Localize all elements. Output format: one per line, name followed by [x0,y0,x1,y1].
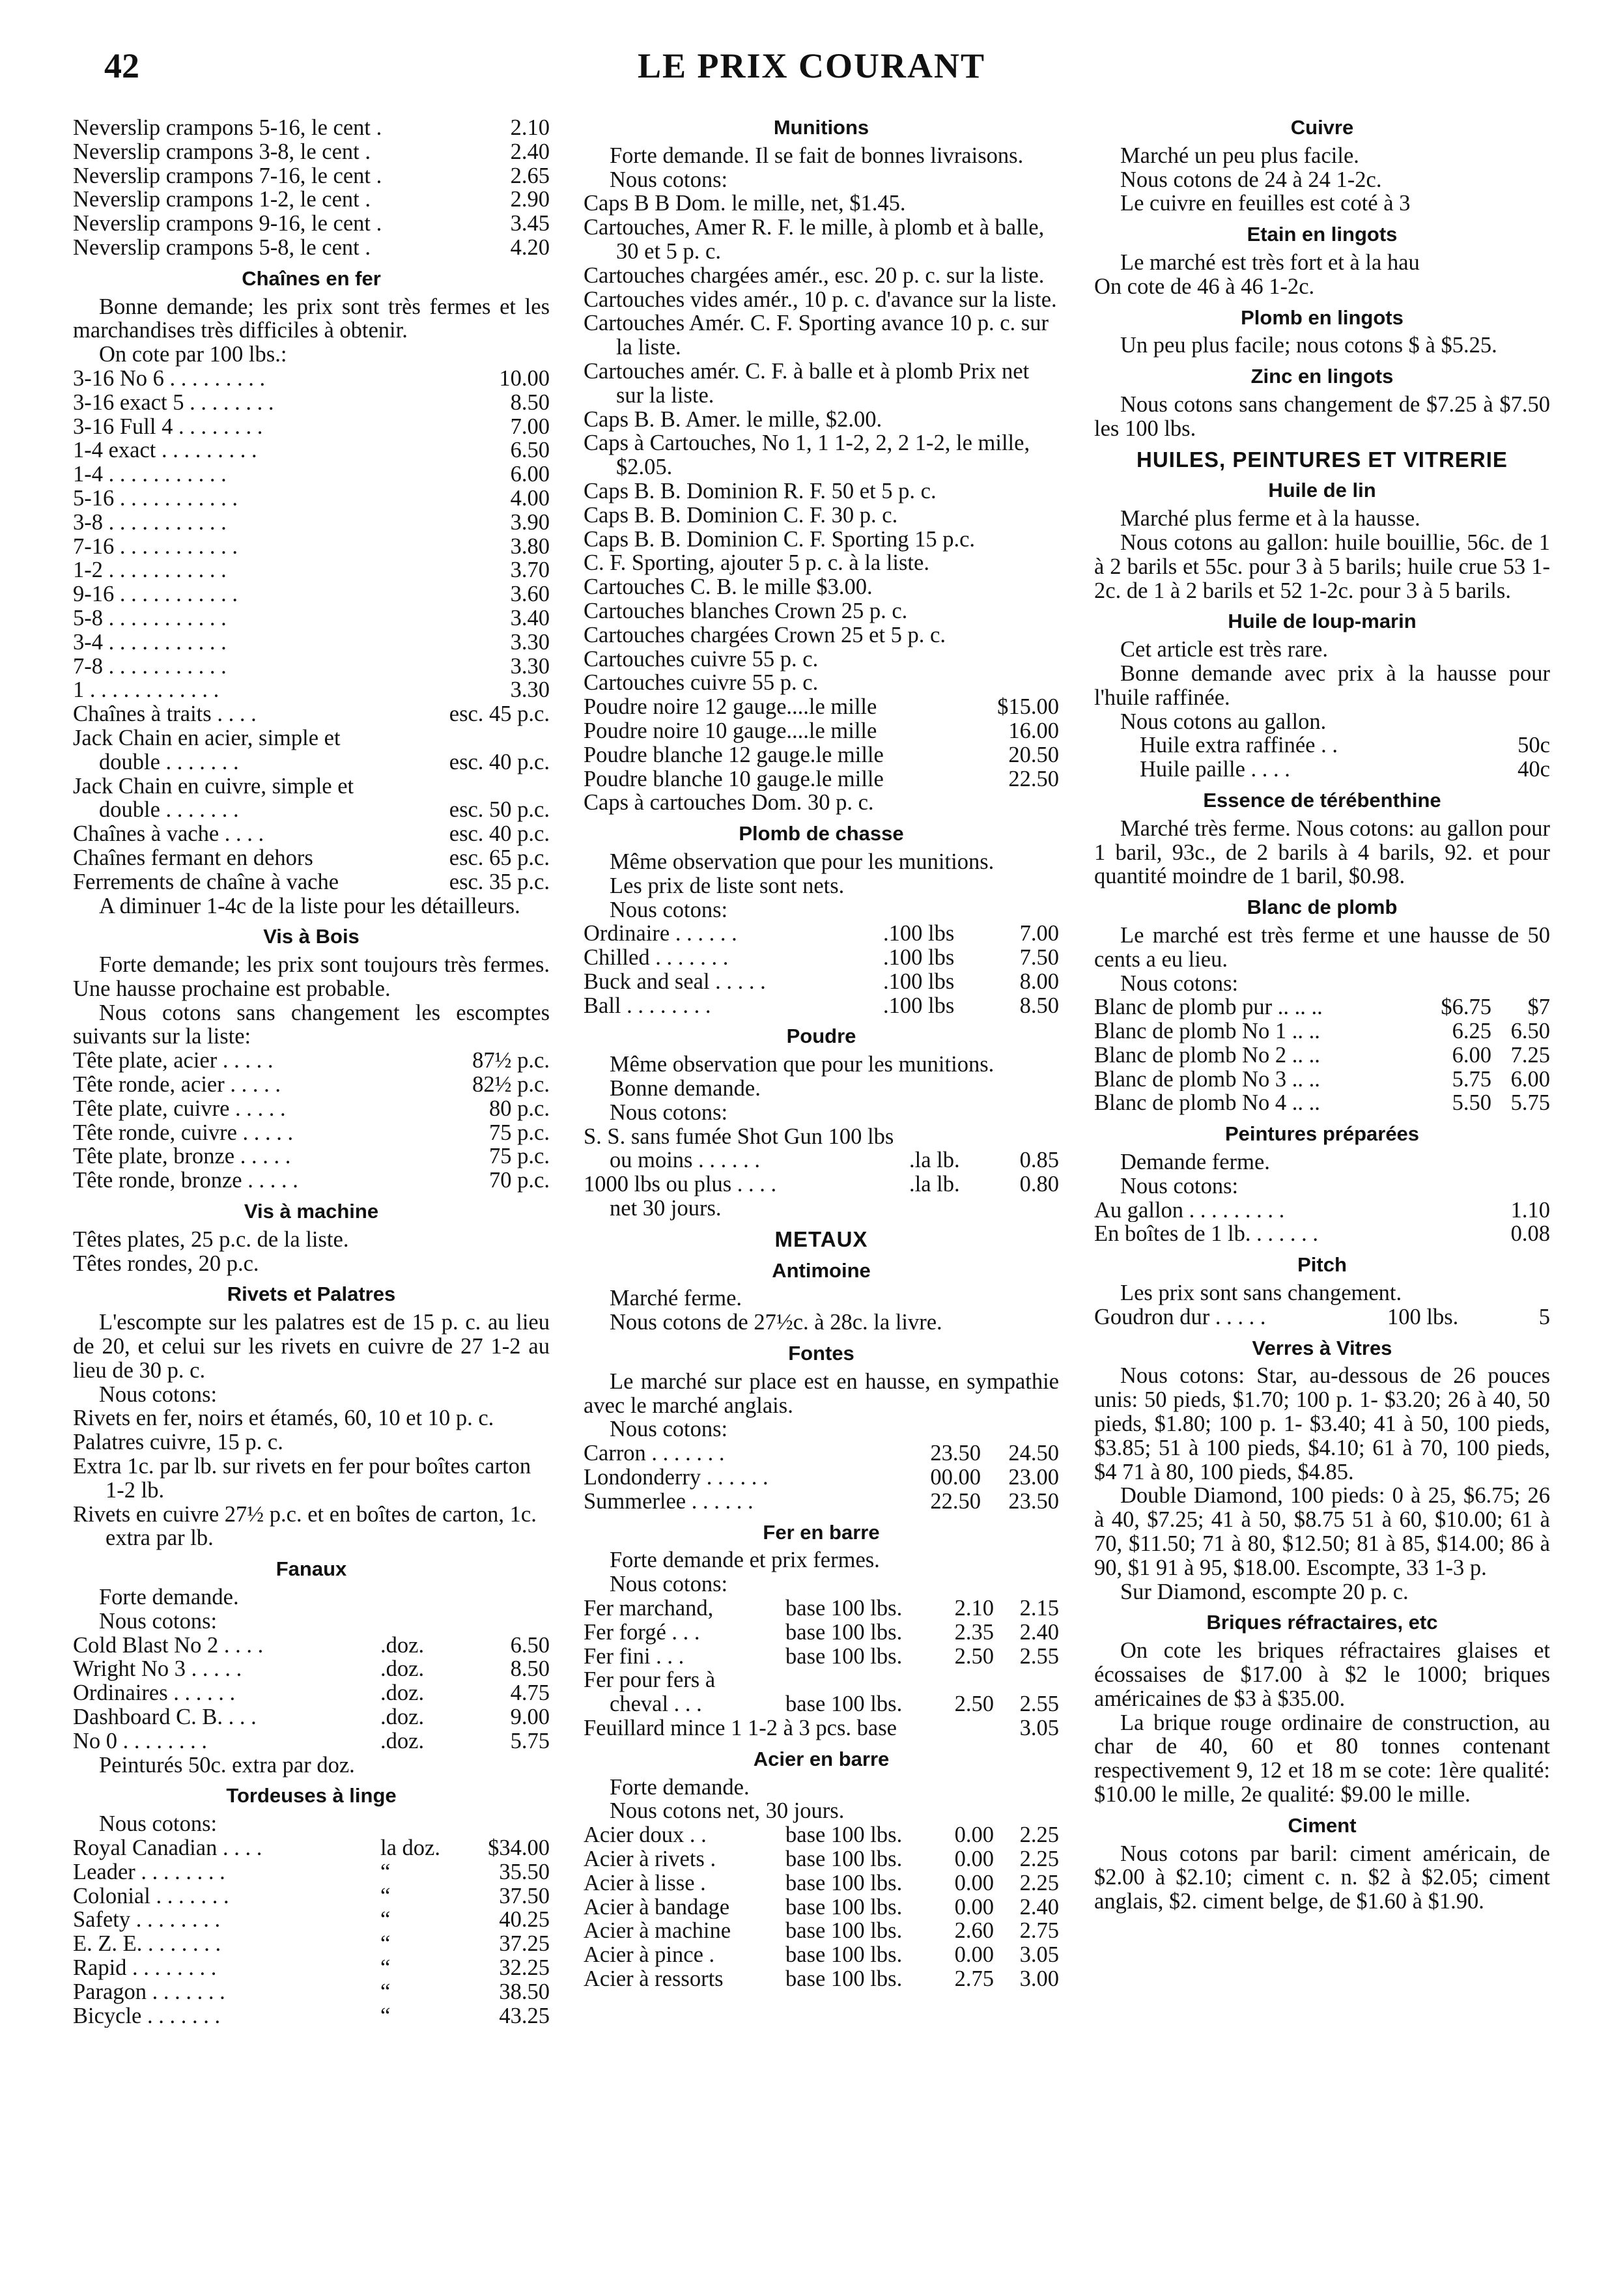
section-heading: Acier en barre [753,1747,890,1770]
price-row: 5-16 . . . . . . . . . . . 4.00 [73,485,550,511]
price-row: Chaînes à vache . . . . esc. 40 p.c. [73,821,550,847]
price-row: Chaînes à traits . . . . esc. 45 p.c. [73,702,550,727]
price-row: Chaînes fermant en dehors esc. 65 p.c. [73,845,550,870]
price-row: Chilled . . . . . . . .100 lbs 7.50 [584,945,1059,971]
paragraph: Bonne demande avec prix à la hausse pour l'huile raffinée. [1094,660,1550,710]
paragraph: A diminuer 1-4c de la liste pour les détailleurs. [99,893,520,918]
price-row: 1000 lbs ou plus . . . . .la lb. 0.80 [584,1172,1059,1197]
price-row: Tête plate, acier . . . . . 87½ p.c. [73,1048,550,1073]
text-line: Bonne demande. [610,1076,761,1101]
price-row: double . . . . . . . esc. 50 p.c. [99,797,550,823]
price-row: Poudre blanche 12 gauge.le mille 20.50 [584,742,1059,767]
price-row: Blanc de plomb No 3 .. .. 5.75 6.00 [1094,1066,1550,1092]
price-row: Blanc de plomb No 4 .. .. 5.50 5.75 [1094,1090,1550,1116]
list-item: Extra 1c. par lb. sur rivets en fer pour boîtes carton 1-2 lb. [73,1454,531,1503]
paragraph: Nous cotons sans changement les escomptes suivants sur la liste: [73,1000,550,1049]
text-line: Nous cotons: [1120,1173,1239,1198]
text-line: Marché plus ferme et à la hausse. [1120,506,1420,531]
price-row: Paragon . . . . . . . “ 38.50 [73,1979,550,2004]
price-row: Tête ronde, bronze . . . . . 70 p.c. [73,1168,550,1193]
list-item: Cartouches amér. C. F. à balle et à plomb Prix net sur la liste. [584,358,1030,408]
section-heading: Huile de loup-marin [1228,610,1417,633]
price-row: E. Z. E. . . . . . . . “ 37.25 [73,1931,550,1957]
text-line: S. S. sans fumée Shot Gun 100 lbs [584,1124,894,1149]
section-heading: Pitch [1297,1253,1347,1277]
price-row: Ordinaire . . . . . . .100 lbs 7.00 [584,921,1059,946]
section-heading: Fer en barre [763,1520,880,1544]
price-row: 3-16 exact 5 . . . . . . . . 8.50 [73,390,550,415]
section-heading: Peintures préparées [1224,1122,1420,1146]
price-row: Blanc de plomb No 2 .. .. 6.00 7.25 [1094,1042,1550,1068]
section-heading: Vis à machine [244,1200,379,1223]
text-line: Têtes rondes, 20 p.c. [73,1251,259,1276]
section-heading: Munitions [773,116,869,139]
section-heading: Etain en lingots [1247,223,1398,246]
price-row: Rapid . . . . . . . . “ 32.25 [73,1955,550,1980]
paragraph: Le marché est très ferme et une hausse de 50 cents a eu lieu. [1094,922,1550,972]
text-line: Nous cotons: [610,167,728,192]
price-row: Neverslip crampons 7-16, le cent . 2.65 [73,163,550,188]
list-item: Caps à Cartouches, No 1, 1 1-2, 2, 2 1-2, le mille, $2.05. [584,431,1030,480]
text-line: Nous cotons: [610,1099,728,1125]
price-row: 1-4 . . . . . . . . . . . 6.00 [73,462,550,487]
price-row: Fer marchand, base 100 lbs. 2.10 2.15 [584,1596,1059,1621]
price-row: Cold Blast No 2 . . . . .doz. 6.50 [73,1632,550,1658]
price-row: Summerlee . . . . . . 22.50 23.50 [584,1488,1059,1514]
text-line: Nous cotons: [1120,971,1239,996]
price-row: No 0 . . . . . . . . .doz. 5.75 [73,1728,550,1753]
price-row: Wright No 3 . . . . . .doz. 8.50 [73,1656,550,1682]
list-item: Caps B B Dom. le mille, net, $1.45. [584,191,906,216]
section-heading: Huile de lin [1268,479,1376,502]
text-line: Cet article est très rare. [1120,637,1328,662]
price-row: Acier à pince . base 100 lbs. 0.00 3.05 [584,1942,1059,1968]
price-row: Huile extra raffinée . . 50c [1140,733,1550,758]
price-row: Royal Canadian . . . . la doz. $34.00 [73,1835,550,1860]
price-row: Ordinaires . . . . . . .doz. 4.75 [73,1680,550,1706]
price-row: 3-4 . . . . . . . . . . . 3.30 [73,629,550,655]
column-2 [584,116,1059,1991]
list-item: Caps B. B. Dominion R. F. 50 et 5 p. c. [584,478,937,503]
text-line: Forte demande et prix fermes. [610,1548,880,1573]
price-row: 9-16 . . . . . . . . . . . 3.60 [73,582,550,607]
list-item: Cartouches cuivre 55 p. c. [584,670,819,696]
list-item: Cartouches chargées amér., esc. 20 p. c. sur la liste. [584,262,1045,288]
paragraph: Forte demande. Il se fait de bonnes livraisons. [610,143,1024,168]
price-row: Bicycle . . . . . . . “ 43.25 [73,2003,550,2028]
section-heading: Chaînes en fer [242,266,381,290]
price-row: Neverslip crampons 5-16, le cent . 2.10 [73,115,550,140]
text-line: Nous cotons de 24 à 24 1-2c. [1120,167,1382,192]
price-row: Ferrements de chaîne à vache esc. 35 p.c. [73,869,550,894]
section-heading: Poudre [786,1025,856,1048]
text-line: Caps à cartouches Dom. 30 p. c. [584,790,874,815]
paragraph: Nous cotons sans changement de $7.25 à $7.50 les 100 lbs. [1094,391,1550,441]
paragraph: Bonne demande; les prix sont très fermes et les marchandises très difficiles à obtenir. [73,294,550,343]
text-line: Marché ferme. [610,1286,742,1311]
price-row: Neverslip crampons 5-8, le cent . 4.20 [73,234,550,260]
paragraph: Même observation que pour les munitions. [610,1052,995,1077]
section-heading: Blanc de plomb [1247,896,1398,919]
price-row: Tête ronde, cuivre . . . . . 75 p.c. [73,1120,550,1145]
price-row: Neverslip crampons 3-8, le cent . 2.40 [73,139,550,164]
text-line: On cote de 46 à 46 1-2c. [1094,274,1315,299]
column-1 [73,116,550,2028]
list-item: Cartouches chargées Crown 25 et 5 p. c. [584,622,946,647]
price-row: Blanc de plomb pur .. .. .. $6.75 $7 [1094,995,1550,1020]
list-item: Cartouches C. B. le mille $3.00. [584,574,873,600]
paragraph: Un peu plus facile; nous cotons $ à $5.25. [1120,333,1497,358]
price-row: Colonial . . . . . . . “ 37.50 [73,1883,550,1908]
page-title: LE PRIX COURANT [637,46,986,85]
text-line: Nous cotons: [99,1811,218,1837]
section-heading: Ciment [1288,1813,1357,1837]
price-row: Goudron dur . . . . . 100 lbs. 5 [1094,1304,1550,1329]
paragraph: Même observation que pour les munitions. [610,849,995,874]
list-item: Cartouches blanches Crown 25 p. c. [584,598,908,623]
paragraph: La brique rouge ordinaire de construction, au char de 40, 60 et 80 tonnes contenant respectivement 9, 12 et 18 m se cote: 1ère qualité: $10.00 le mille, 2e qualité: $9.00 le mille. [1094,1710,1550,1807]
text-line: Demande ferme. [1120,1150,1270,1175]
section-heading: METAUX [774,1226,868,1251]
text-line: net 30 jours. [610,1196,722,1221]
section-heading: Rivets et Palatres [227,1283,396,1306]
section-heading: Tordeuses à linge [226,1784,397,1807]
section-heading: Verres à Vitres [1252,1336,1392,1359]
price-row: double . . . . . . . esc. 40 p.c. [99,749,550,774]
price-row: Neverslip crampons 9-16, le cent . 3.45 [73,211,550,236]
price-row: Poudre noire 10 gauge....le mille 16.00 [584,718,1059,743]
text-line: Nous cotons: [610,1417,728,1442]
list-item: Cartouches Amér. C. F. Sporting avance 10 p. c. sur la liste. [584,311,1049,360]
list-item: Caps B. B. Dominion C. F. Sporting 15 p.c. [584,526,976,552]
text-line: Les prix de liste sont nets. [610,873,845,898]
price-row: Ball . . . . . . . . .100 lbs 8.50 [584,993,1059,1018]
price-row: Acier à bandage base 100 lbs. 0.00 2.40 [584,1894,1059,1920]
text-line: Forte demande. [610,1774,750,1800]
section-heading: Fanaux [275,1557,347,1581]
list-item: Caps B. B. Amer. le mille, $2.00. [584,406,882,432]
price-row: Acier à rivets . base 100 lbs. 0.00 2.25 [584,1846,1059,1871]
section-heading: Fontes [788,1342,854,1365]
price-row: cheval . . . base 100 lbs. 2.50 2.55 [610,1692,1059,1717]
paragraph: On cote par 100 lbs.: [99,342,287,367]
section-heading: Plomb en lingots [1241,305,1404,329]
price-row: Acier à machine base 100 lbs. 2.60 2.75 [584,1918,1059,1944]
text-line: Nous cotons de 27½c. à 28c. la livre. [610,1310,942,1335]
paragraph: Nous cotons: [99,1382,218,1407]
paragraph: Nous cotons: Star, au-dessous de 26 pouces unis: 50 pieds, $1.70; 100 p. 1- $3.20; 26 à 40, 50 pieds, $1.80; 100 p. 1- $3.40; 41 à 50, 100 pieds, $3.85; 51 à 100 pieds, $4.10; 61 à 70, 100 pieds, $4 71 à 80, 100 pieds, $4.85. [1094,1363,1550,1484]
section-heading: Essence de térébenthine [1203,788,1441,812]
price-row: Leader . . . . . . . . “ 35.50 [73,1859,550,1884]
price-row: Tête plate, cuivre . . . . . 80 p.c. [73,1096,550,1121]
paragraph: On cote les briques réfractaires glaises et écossaises de $17.00 à $2 le 1000; briques américaines de $3 à $35.00. [1094,1638,1550,1711]
price-row: En boîtes de 1 lb. . . . . . . 0.08 [1094,1221,1550,1247]
text-line: Nous cotons au gallon. [1120,709,1327,734]
paragraph: Nous cotons par baril: ciment américain, de $2.00 à $2.10; ciment c. n. $2 à $2.05; ciment anglais, $2. ciment belge, de $1.60 à $1.90. [1094,1841,1550,1914]
text-line: Sur Diamond, escompte 20 p. c. [1120,1579,1409,1604]
paragraph: L'escompte sur les palatres est de 15 p. c. au lieu de 20, et celui sur les rivets en cuivre de 27 1-2 au lieu de 30 p. c. [73,1310,550,1383]
list-item: Cartouches cuivre 55 p. c. [584,646,819,672]
list-item: Caps B. B. Dominion C. F. 30 p. c. [584,502,898,528]
price-row: Fer fini . . . base 100 lbs. 2.50 2.55 [584,1643,1059,1669]
price-row: 3-16 Full 4 . . . . . . . . 7.00 [73,414,550,439]
list-item: Cartouches vides amér., 10 p. c. d'avance sur la liste. [584,287,1057,312]
text-line: Les prix sont sans changement. [1120,1281,1402,1306]
list-item: Rivets en fer, noirs et étamés, 60, 10 et 10 p. c. [73,1406,494,1431]
text-line: Marché un peu plus facile. [1120,143,1359,168]
price-row: Buck and seal . . . . . .100 lbs 8.00 [584,969,1059,994]
section-heading: Zinc en lingots [1250,365,1394,388]
price-row: 7-16 . . . . . . . . . . . 3.80 [73,533,550,559]
text-line: Nous cotons: [610,1572,728,1597]
text-line: Le marché est très fort et à la hau [1120,249,1420,275]
list-item: Rivets en cuivre 27½ p.c. et en boîtes de carton, 1c. extra par lb. [73,1501,537,1551]
price-row: Neverslip crampons 1-2, le cent . 2.90 [73,187,550,212]
price-row: Poudre noire 12 gauge....le mille $15.00 [584,694,1059,720]
text-line: Forte demande. [99,1585,239,1610]
text-line: Fer pour fers à [584,1667,716,1693]
text-line: Nous cotons: [610,897,728,922]
column-3 [1094,116,1550,1914]
price-row: Tête plate, bronze . . . . . 75 p.c. [73,1144,550,1169]
section-heading: Vis à Bois [263,925,360,948]
price-row: Londonderry . . . . . . 00.00 23.00 [584,1465,1059,1490]
price-row: 1 . . . . . . . . . . . . 3.30 [73,677,550,703]
section-heading: Plomb de chasse [739,822,904,845]
price-row: Fer forgé . . . base 100 lbs. 2.35 2.40 [584,1619,1059,1645]
paragraph: Forte demande; les prix sont toujours très fermes. Une hausse prochaine est probable. [73,952,550,1001]
price-row: 1-4 exact . . . . . . . . . 6.50 [73,438,550,463]
page-number: 42 [104,46,139,85]
price-row: 5-8 . . . . . . . . . . . 3.40 [73,605,550,631]
price-row: Au gallon . . . . . . . . . 1.10 [1094,1197,1550,1223]
text-line: Le cuivre en feuilles est coté à 3 [1120,191,1411,216]
paragraph: Marché très ferme. Nous cotons: au gallon pour 1 baril, 93c., de 2 barils à 4 barils, 92. et pour quantité moindre de 1 baril, $0.98. [1094,815,1550,889]
paragraph: Le marché sur place est en hausse, en sympathie avec le marché anglais. [584,1368,1059,1418]
price-row: Safety . . . . . . . . “ 40.25 [73,1907,550,1933]
price-row: ou moins . . . . . . .la lb. 0.85 [610,1148,1059,1173]
price-row: Carron . . . . . . . 23.50 24.50 [584,1441,1059,1466]
paragraph: Double Diamond, 100 pieds: 0 à 25, $6.75; 26 à 40, $7.25; 41 à 50, $8.75 51 à 60, $10.00; 61 à 70, $11.50; 71 à 80, $12.50; 81 à 85, $14.00; 86 à 90, $1 91 à 95, $18.00. Escompte, 33 1-3 p. [1094,1483,1550,1580]
price-row: 3-8 . . . . . . . . . . . 3.90 [73,509,550,535]
price-row: Acier à lisse . base 100 lbs. 0.00 2.25 [584,1870,1059,1895]
text-line: Nous cotons net, 30 jours. [610,1798,845,1824]
list-item: Palatres cuivre, 15 p. c. [73,1430,283,1455]
price-row: Jack Chain en acier, simple et [73,726,341,750]
price-row: 7-8 . . . . . . . . . . . 3.30 [73,653,550,679]
price-row: Dashboard C. B. . . . .doz. 9.00 [73,1705,550,1729]
price-row: Blanc de plomb No 1 .. .. 6.25 6.50 [1094,1019,1550,1044]
list-item: Cartouches, Amer R. F. le mille, à plomb et à balle, 30 et 5 p. c. [584,215,1045,264]
price-row: Acier à ressorts base 100 lbs. 2.75 3.00 [584,1966,1059,1991]
paragraph: Nous cotons au gallon: huile bouillie, 56c. de 1 à 2 barils et 55c. pour 3 à 5 barils; huile crue 53 1-2c. de 1 à 2 barils et 52 1-2c. pour 3 à 5 barils. [1094,530,1550,603]
price-row: 1-2 . . . . . . . . . . . 3.70 [73,558,550,583]
price-row: 3-16 No 6 . . . . . . . . . 10.00 [73,365,550,391]
section-heading: Briques réfractaires, etc [1206,1611,1438,1634]
price-row: Jack Chain en cuivre, simple et [73,774,354,799]
section-heading: HUILES, PEINTURES ET VITRERIE [1136,447,1508,472]
list-item: C. F. Sporting, ajouter 5 p. c. à la liste. [584,550,929,576]
price-row: Feuillard mince 1 1-2 à 3 pcs. base 3.05 [584,1716,1059,1740]
section-heading: Cuivre [1290,116,1354,139]
text-line: Nous cotons: [99,1608,218,1634]
text-line: Têtes plates, 25 p.c. de la liste. [73,1226,349,1252]
price-row: Acier doux . . base 100 lbs. 0.00 2.25 [584,1822,1059,1848]
price-row: Tête ronde, acier . . . . . 82½ p.c. [73,1072,550,1098]
price-row: Huile paille . . . . 40c [1140,757,1550,782]
price-row: Poudre blanche 10 gauge.le mille 22.50 [584,766,1059,791]
text-line: Peinturés 50c. extra par doz. [99,1752,355,1778]
section-heading: Antimoine [772,1258,871,1282]
